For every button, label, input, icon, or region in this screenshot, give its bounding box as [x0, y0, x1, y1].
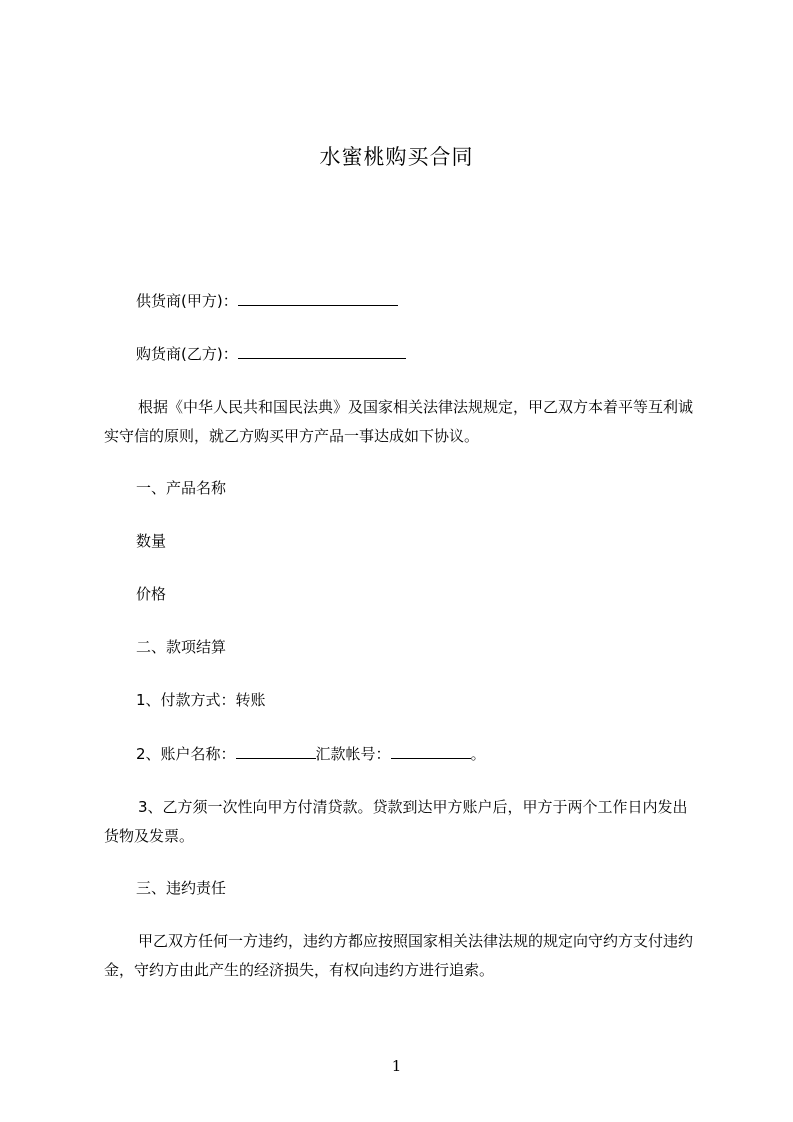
- page-number: 1: [391, 1057, 402, 1075]
- supplier-line: [136, 291, 398, 311]
- quantity-label: 数量: [136, 532, 167, 550]
- intro-paragraph: 根据《中华人民共和国民法典》及国家相关法律法规规定，甲乙双方本着平等互利诚实守信的原则，就乙方购买甲方产品一事达成如下协议。: [104, 398, 694, 445]
- buyer-line: [136, 344, 406, 364]
- account-line-end: 。: [470, 745, 486, 763]
- account-number-label: 汇款帐号：: [315, 745, 391, 763]
- breach-clause: 甲乙双方任何一方违约，违约方都应按照国家相关法律法规的规定向守约方支付违约金，守约方由此产生的经济损失，有权向违约方进行追索。: [104, 932, 694, 979]
- section1-heading: 一、产品名称: [136, 479, 227, 497]
- payment-clause: 3、乙方须一次性向甲方付清贷款。贷款到达甲方账户后，甲方于两个工作日内发出货物及发票。: [104, 798, 688, 845]
- account-number-blank: [391, 744, 471, 759]
- account-line: [136, 744, 486, 764]
- account-name-blank: [236, 744, 316, 759]
- section2-heading: 二、款项结算: [136, 638, 227, 656]
- payment-method: 1、付款方式：转账: [136, 691, 266, 709]
- document-title: 水蜜桃购买合同: [319, 145, 474, 169]
- supplier-blank: [238, 291, 398, 306]
- section3-heading: 三、违约责任: [136, 879, 227, 897]
- account-name-label: 2、账户名称：: [136, 745, 236, 763]
- price-label: 价格: [136, 585, 167, 603]
- buyer-blank: [238, 344, 406, 359]
- buyer-label: 购货商(乙方)：: [136, 345, 238, 363]
- supplier-label: 供货商(甲方)：: [136, 292, 238, 310]
